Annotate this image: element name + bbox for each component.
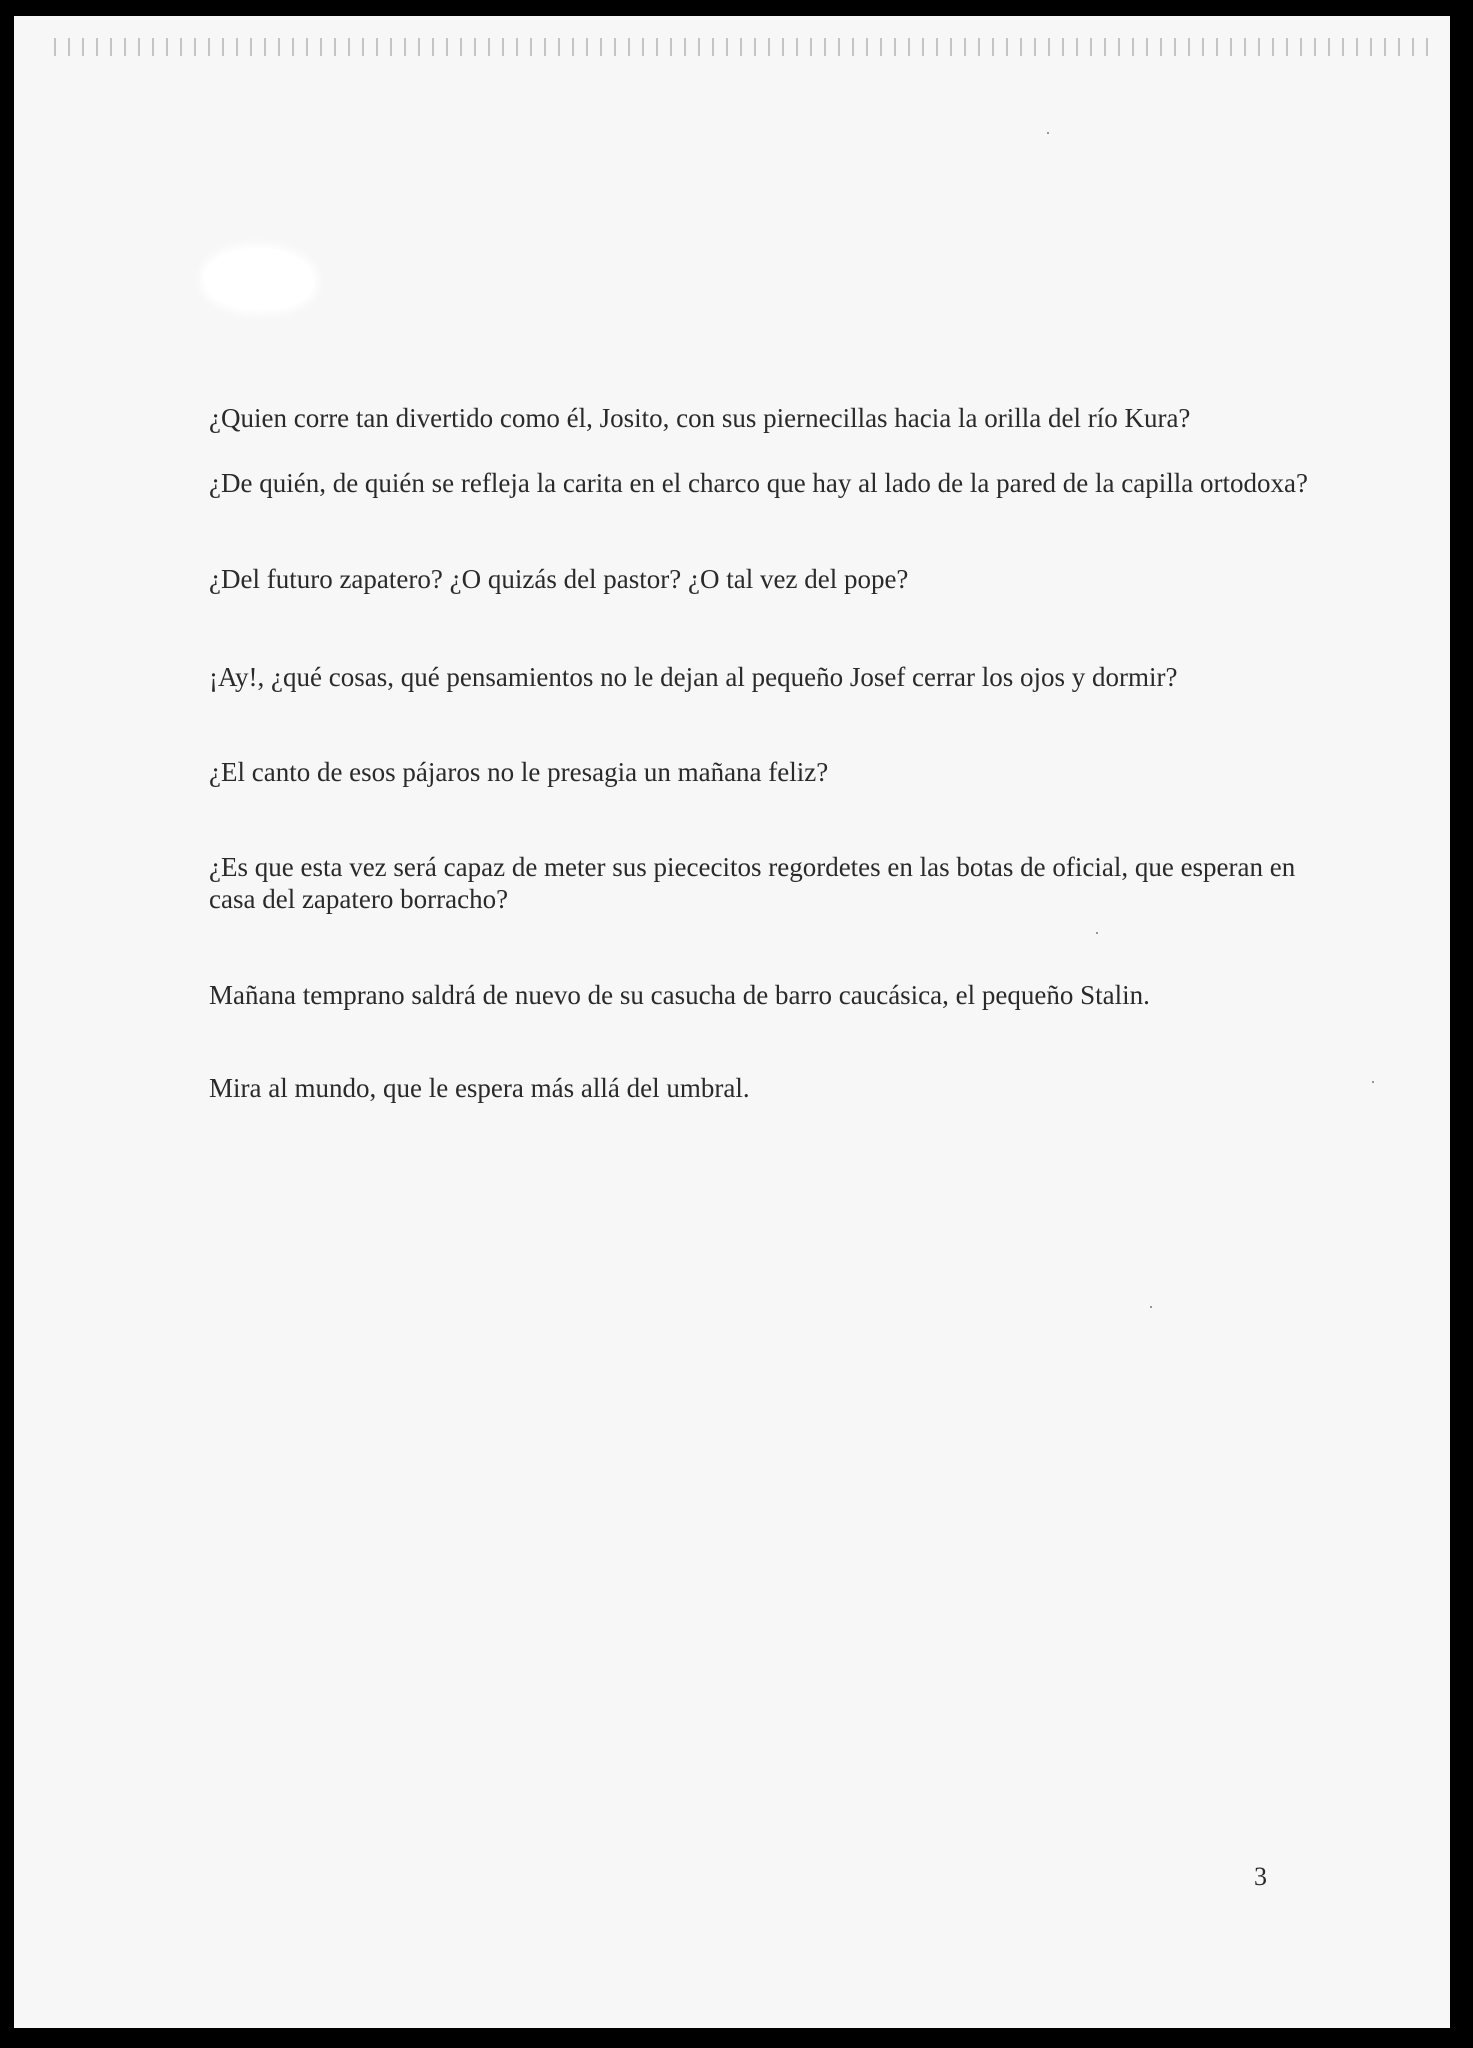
paragraph-2: ¿De quién, de quién se refleja la carita en el charco que hay al lado de la pared de la capilla ortodoxa?	[209, 468, 1308, 498]
paper-speck	[1096, 932, 1098, 934]
paper-speck	[1150, 1306, 1152, 1308]
paragraph-6: ¿Es que esta vez será capaz de meter sus piececitos regordetes en las botas de oficial, que esperan en casa del zapatero borracho?	[209, 852, 1296, 914]
paper-smudge	[204, 248, 314, 310]
paper-speck	[1372, 1081, 1374, 1083]
paragraph-4: ¡Ay!, ¿qué cosas, qué pensamientos no le dejan al pequeño Josef cerrar los ojos y dormir?	[209, 662, 1178, 692]
binding-holes-strip	[54, 38, 1434, 56]
paragraph-5: ¿El canto de esos pájaros no le presagia un mañana feliz?	[209, 757, 829, 787]
paper-speck	[1047, 132, 1049, 134]
paragraph-8: Mira al mundo, que le espera más allá del umbral.	[209, 1073, 750, 1103]
document-page	[14, 16, 1450, 2028]
paragraph-7: Mañana temprano saldrá de nuevo de su casucha de barro caucásica, el pequeño Stalin.	[209, 980, 1150, 1010]
page-number: 3	[1254, 1862, 1267, 1891]
paragraph-3: ¿Del futuro zapatero? ¿O quizás del pastor? ¿O tal vez del pope?	[209, 564, 909, 594]
paragraph-1: ¿Quien corre tan divertido como él, Josito, con sus piernecillas hacia la orilla del río Kura?	[209, 403, 1191, 433]
